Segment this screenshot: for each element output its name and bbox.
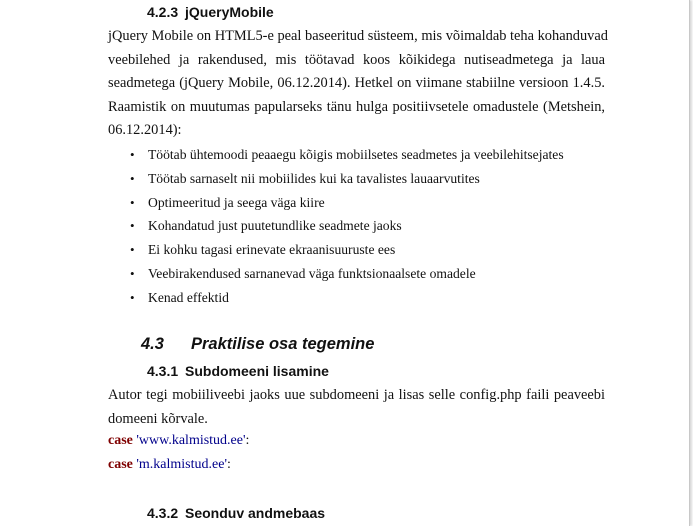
list-item-text: Kohandatud just puutetundlike seadmete jaoks (148, 218, 402, 234)
paragraph-subdomain (108, 384, 605, 431)
code-line (108, 457, 231, 473)
bullet-icon: • (130, 194, 135, 210)
list-item-text: Töötab ühtemoodi peaaegu kõigis mobiilsetes seadmetes ja veebilehitsejates (148, 147, 564, 162)
list-item-text: Ei kohku tagasi erinevate ekraanisuuruste ees (148, 242, 396, 258)
paragraph-line: domeeni kõrvale. (108, 410, 208, 427)
bullet-icon: • (130, 265, 135, 281)
code-punctuation: : (226, 457, 231, 472)
code-punctuation: : (245, 433, 250, 448)
paragraph-line: veebilehed ja rakendused, mis töötavad koos kõikidega nutiseadmetega ja laua (108, 51, 605, 68)
paragraph-line: seadmetega (jQuery Mobile, 06.12.2014). Hetkel on viimane stabiilne versioon 1.4.5. (108, 75, 605, 91)
list-item (130, 214, 564, 238)
code-line (108, 433, 249, 449)
code-keyword: case (108, 457, 133, 472)
heading-number: 4.3.2 (147, 505, 179, 521)
heading-number: 4.3.1 (147, 363, 179, 379)
list-item (130, 286, 564, 310)
bullet-icon: • (130, 242, 135, 258)
list-item-text: Töötab sarnaselt nii mobiilides kui ka tavalistes lauaarvutites (148, 170, 480, 186)
paragraph-line: Raamistik on muutumas papularseks tänu hulga positiivsetele omadustele (Metshein, (108, 98, 605, 115)
paragraph-line: Autor tegi mobiiliveebi jaoks uue subdomeeni ja lisas selle config.php faili peaveebi (108, 387, 605, 403)
feature-bullet-list (130, 143, 564, 310)
heading-4-3 (141, 335, 374, 354)
list-item (130, 143, 564, 167)
paragraph-line: jQuery Mobile on HTML5-e peal baseeritud süsteem, mis võimaldab teha kohanduvad (108, 28, 608, 44)
paragraph-jquery-mobile (108, 25, 608, 143)
code-string: 'm.kalmistud.ee' (136, 457, 227, 472)
heading-title: Subdomeeni lisamine (185, 363, 329, 379)
paragraph-line: 06.12.2014): (108, 122, 182, 138)
heading-title: Praktilise osa tegemine (191, 335, 375, 353)
heading-4-3-1 (147, 363, 329, 379)
list-item (130, 262, 564, 286)
heading-title: Seonduv andmebaas (185, 505, 326, 521)
list-item (130, 191, 564, 215)
bullet-icon: • (130, 289, 135, 305)
list-item-text: Veebirakendused sarnanevad väga funktsionaalsete omadele (148, 265, 476, 281)
code-keyword: case (108, 433, 133, 448)
bullet-icon: • (130, 218, 135, 234)
bullet-icon: • (130, 170, 135, 186)
list-item-text: Kenad effektid (148, 289, 229, 305)
heading-4-2-3 (147, 4, 274, 20)
list-item (130, 167, 564, 191)
list-item-text: Optimeeritud ja seega väga kiire (148, 194, 325, 210)
code-string: 'www.kalmistud.ee' (136, 433, 246, 448)
bullet-icon: • (130, 147, 135, 162)
heading-4-3-2 (147, 505, 325, 521)
list-item (130, 238, 564, 262)
heading-number: 4.3 (141, 335, 164, 353)
heading-number: 4.2.3 (147, 4, 179, 20)
heading-title: jQueryMobile (185, 4, 274, 20)
